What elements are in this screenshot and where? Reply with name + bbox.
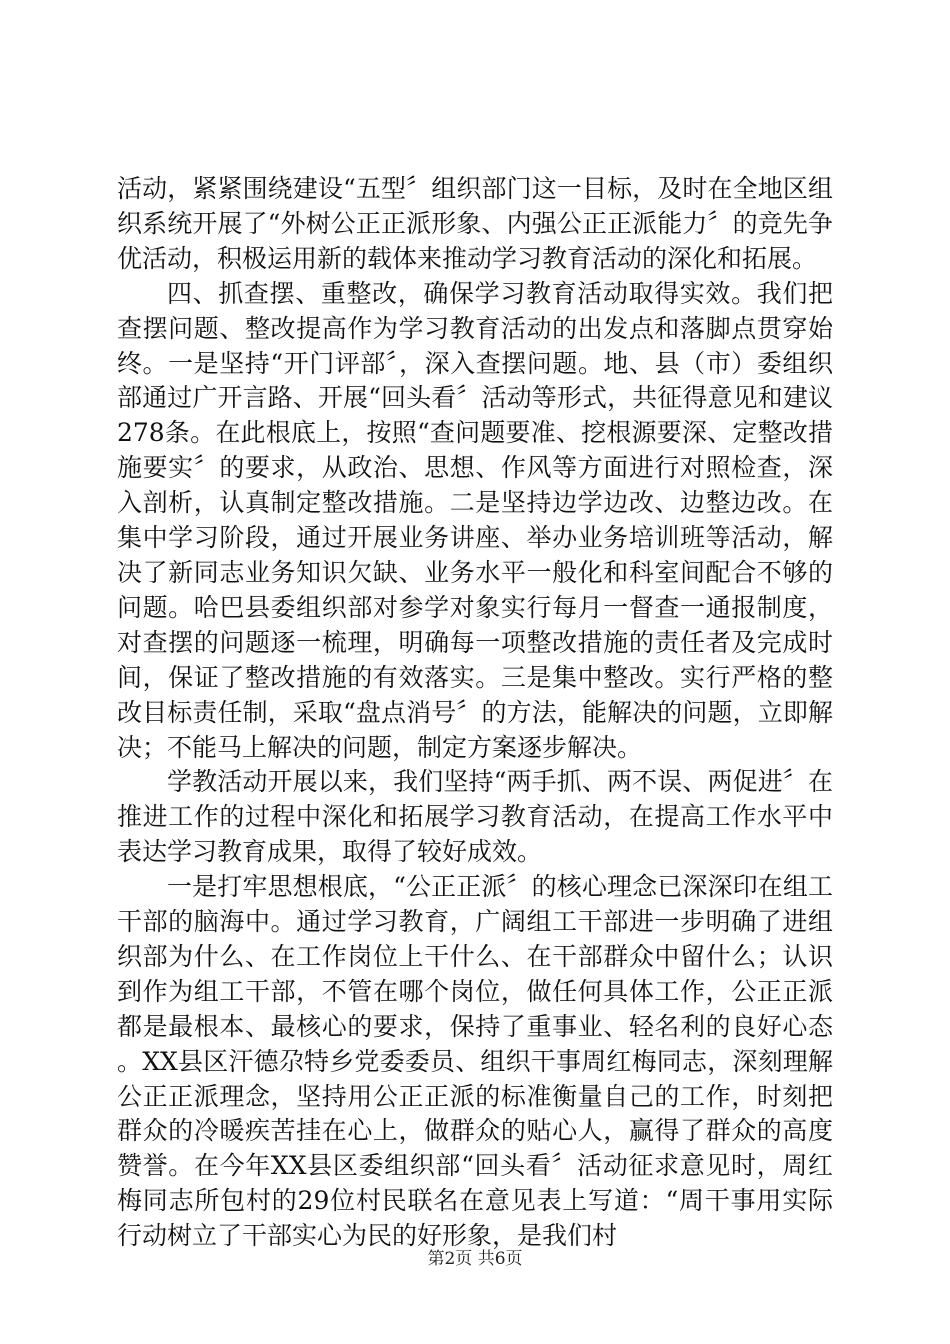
document-body	[117, 172, 833, 1254]
page-number-footer: 第2页 共6页	[427, 1249, 523, 1269]
paragraph-section-four: 四、抓查摆、重整改，确保学习教育活动取得实效。我们把查摆问题、整改提高作为学习教育活动的出发点和落脚点贯穿始终。一是坚持“开门评部〞，深入查摆问题。地、县（市）委组织部通过广开言路、开展“回头看〞活动等形式，共征得意见和建议278条。在此根底上，按照“查问题要准、挖根源要深、定整改措施要实〞的要求，从政治、思想、作风等方面进行对照检查，深入剖析，认真制定整改措施。二是坚持边学边改、边整边改。在集中学习阶段，通过开展业务讲座、举办业务培训班等活动，解决了新同志业务知识欠缺、业务水平一般化和科室间配合不够的问题。哈巴县委组织部对参学对象实行每月一督查一通报制度，对查摆的问题逐一梳理，明确每一项整改措施的责任者及完成时间，保证了整改措施的有效落实。三是集中整改。实行严格的整改目标责任制，采取“盘点消号〞的方法，能解决的问题，立即解决；不能马上解决的问题，制定方案逐步解决。	[117, 278, 833, 762]
paragraph-continuation: 活动，紧紧围绕建设“五型〞组织部门这一目标，及时在全地区组织系统开展了“外树公正正派形象、内强公正正派能力〞的竞先争优活动，积极运用新的载体来推动学习教育活动的深化和拓展。	[117, 174, 833, 273]
paragraph-summary: 学教活动开展以来，我们坚持“两手抓、两不误、两促进〞在推进工作的过程中深化和拓展学习教育活动，在提高工作水平中表达学习教育成果，取得了较好成效。	[117, 767, 833, 867]
paragraph-point-one: 一是打牢思想根底，“公正正派〞的核心理念已深深印在组工干部的脑海中。通过学习教育，广阔组工干部进一步明确了进组织部为什么、在工作岗位上干什么、在干部群众中留什么；认识到作为组工干部，不管在哪个岗位，做任何具体工作，公正正派都是最根本、最核心的要求，保持了重事业、轻名利的良好心态。XX县区汗德尕特乡党委委员、组织干事周红梅同志，深刻理解公正正派理念，坚持用公正正派的标准衡量自己的工作，时刻把群众的冷暖疾苦挂在心上，做群众的贴心人，赢得了群众的高度赞誉。在今年XX县区委组织部“回头看〞活动征求意见时，周红梅同志所包村的29位村民联名在意见表上写道：“周干事用实际行动树立了干部实心为民的好形象，是我们村	[117, 872, 833, 1251]
